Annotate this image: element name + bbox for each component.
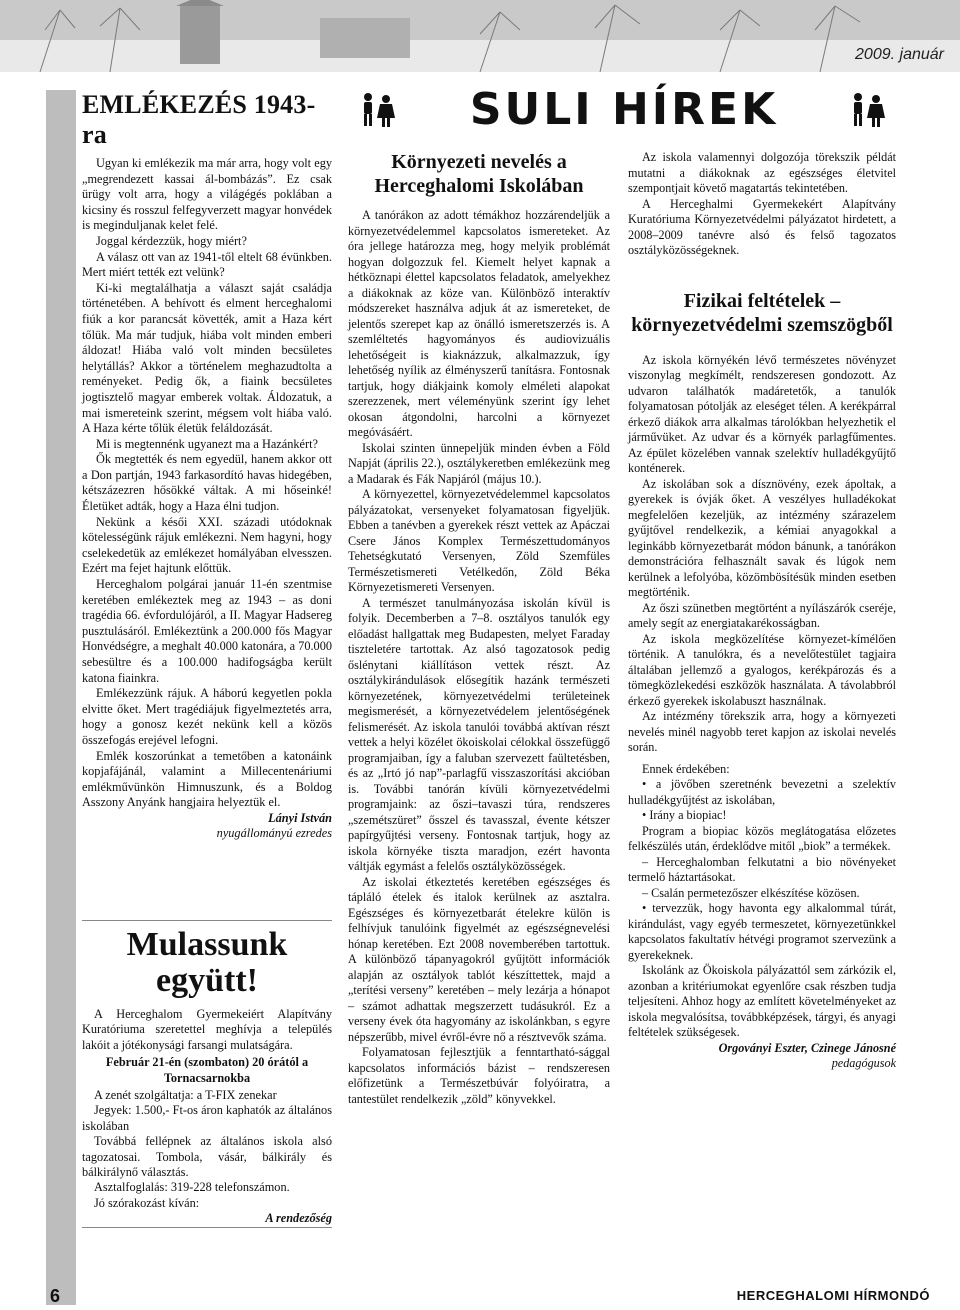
- winter-landscape-image: [0, 0, 960, 72]
- paragraph: Az iskolai étkeztetés keretében egészséges és tápláló ételek és italok kerülnek az asztalra. Egészséges és környezetbarát ételekre külön is felhívjuk tanulóink figyelmét az egészségnevelési hónap keretében. Ezt 2008 novemberében tartottuk. A különböző tápanyagokról gyűjtött információk alapján az osztályok tablót készíttettek, majd a „terítési verseny” keretében – mely lezárja a hónapot – számot adhattak megszerzett tudásukról. Ez a verseny évek óta hagyomány az iskolánkban, s egyre népszerűbb, mivel évről-évre nő a résztvevők száma.: [348, 874, 610, 1044]
- paragraph: A környezettel, környezetvédelemmel kapcsolatos pályázatokat, versenyeket folyamatosan figyeljük. Ebben a tanévben a gyerekek részt vettek az Apáczai Csere János Komplex Természettudományos Tehetségkutató Versenyen, Zöld Szemfüles Természetismereti Vetélkedőn, Zöld Béka Környezetismereti Versenyen.: [348, 487, 610, 594]
- paragraph: Az iskola megközelítése környezet-kímélően történik. A tanulókra, és a nevelőtestület tagjaira általában jellemző a gyalogos, kerékpározás és a tömegközlekedési eszközök használata. A távolabbról érkező gyerekek iskolabuszt használnak.: [628, 631, 896, 708]
- paragraph: Az iskola valamennyi dolgozója törekszik példát mutatni a diákoknak az egészséges életvitel szempontjait követő magatartás tekintetében.: [628, 150, 896, 195]
- event-invitation-box: [82, 920, 332, 1228]
- paragraph: Iskolánk az Ökoiskola pályázattól sem zárkózik el, azonban a kritériumokat egyenlőre csak részben tudja teljesíteni. Ahhoz hogy az említett követelményeket az iskola megvalósítsa, továbbképzések, tárgyi, és anyagi feltételek szükségesek.: [628, 963, 896, 1039]
- section-masthead: [348, 84, 900, 136]
- paragraph: A válasz ott van az 1941-től eltelt 68 évünkben. Mert miért tették ezt velünk?: [82, 249, 332, 280]
- paragraph: Mi is megtennénk ugyanezt ma a Hazánkért?: [96, 436, 318, 451]
- author-title: pedagógusok: [831, 1055, 896, 1070]
- paragraph: • Irány a biopiac!: [642, 808, 727, 822]
- article-title-fizikai-feltetelek: Fizikai feltételek – környezetvédelmi szemszögből: [631, 289, 893, 336]
- ticket-info: Jegyek: 1.500,- Ft-os áron kaphatók az általános iskolában: [82, 1103, 332, 1133]
- paragraph: – Csalán permetezőszer elkészítése közösen.: [642, 885, 860, 900]
- article-title-kornyezeti-neveles: Környezeti nevelés a Herceghalomi Iskolában: [374, 151, 584, 197]
- article-body: [348, 208, 610, 1107]
- paragraph: Nekünk a késői XXI. századi utódoknak kötelességünk rájuk emlékezni. Nem hagyni, hogy cselekedetük az emlékezet homályában elvesszen. Ezért ma fejet hajtunk előttük.: [82, 514, 332, 576]
- closing-text: Jó szórakozást kíván:: [94, 1195, 200, 1210]
- author-signature: [628, 1041, 896, 1071]
- paragraph: Ki-ki megtalálhatja a választ saját családja történetében. A behívott és elment herceghalomi fiúk a kor parancsát követték, amit a Haza kért tőlük. Ma már tudjuk, hiába volt minden emberi áldozat! Hiába való volt minden becsületes helytállás? Akkor a történelem meghazudtolta a reményeket. Pedig ők, a fiaink becsületes jogtisztelő magyar emberek voltak. Áldozatuk, a mai ismereteink szerint, mégsem volt hiába való. A Haza kérte tőlük életük feláldozását.: [82, 280, 332, 436]
- left-margin-bar: [46, 90, 76, 1305]
- paragraph: Az iskolában sok a dísznövény, ezek ápoltak, a gyerekek is óvják őket. A veszélyes hulladékokat megfelelően kezeljük, az intézmény szárazelem gyűjtővel rendelkezik, a kémiai anyagokkal a leginkább környezetbarát módon bánunk, a tanórákon demonstrációra felhasznált savak és lúgok nem kerülnek a lefolyóba, közömbösítésük minden esetben megtörténik.: [628, 476, 896, 599]
- article-body: [628, 353, 896, 1041]
- issue-date: 2009. január: [855, 46, 944, 63]
- paragraph: Ugyan ki emlékezik ma már arra, hogy volt egy „megrendezett kassai ál-bombázás”. Ez csak ürügy volt arra, hogy a világégés poklában a kicsiny és rosszul felfegyverzett magyar honvédek is meginduljanak kelet felé.: [82, 156, 332, 233]
- paragraph: A tanórákon az adott témákhoz hozzárendeljük a környezetvédelemmel kapcsolatos ismereteket. Az óra jellege határozza meg, hogy melyik problémát hogyan dolgozzuk fel. Kiemelt helyet kapnak a hétköznapi élettel kapcsolatos feladatok, amelyekhez a diákoknak az köze van. Különböző interaktív módszereket használva adjuk át az ismereteket, de jelentős szerepet kap az önálló ismeretszerzés is. A szemléltetés hagyományos és audiovizuális lehetőségeit is kiaknázzuk, alkalmazzuk, így lehetőség nyílik az élményszerű tanításra. Fontosnak tartjuk, hogy diákjaink komoly elméleti alapokat szerezzenek, mert véleményünk szerint így lehet okosan átgondolni, harcolni a környezet megóvásáért.: [348, 208, 610, 439]
- paragraph: Program a biopiac közös meglátogatása előzetes felkészülés után, érdeklődve mitől „biok” a termékek.: [628, 823, 896, 853]
- paragraph: Az őszi szünetben megtörtént a nyílászárók cseréje, amely segít az energiatakarékosságban.: [628, 600, 896, 630]
- publication-name: HERCEGHALOMI HÍRMONDÓ: [736, 1288, 930, 1303]
- paragraph: Iskolai szinten ünnepeljük minden évben a Föld Napját (április 22.), osztálykeretben emlékezünk meg a Madarak és Fák Napjáról (május 10.).: [348, 440, 610, 486]
- extras-info: Továbbá fellépnek az általános iskola alsó tagozatosai. Tombola, vásár, bálkirály és bálkirálynő választás.: [82, 1134, 332, 1180]
- booking-info: Asztalfoglalás: 319-228 telefonszámon.: [94, 1180, 290, 1195]
- organizer-signature: A rendezőség: [265, 1211, 332, 1226]
- suli-hirek-title: SULI HÍREK: [469, 84, 779, 135]
- paragraph: – Herceghalomban felkutatni a bio növényeket termelő háztartásokat.: [628, 854, 896, 884]
- right-column-article: [628, 150, 896, 1071]
- invitation-title: Mulassunk együtt!: [126, 926, 288, 999]
- author-name: Orgoványi Eszter, Czinege Jánosné: [718, 1040, 896, 1055]
- paragraph: A természet tanulmányozása iskolán kívül is folyik. Decemberben a 7–8. osztályos tanulók egy előadást hallgattak meg Budapesten, melyet Faraday tiszteletére tartottak. Az alsó tagozatosok pedig őslénytani kiállításon vettek részt. Az osztálykirándulások elősegítik hazánk természeti környezetének, környezetvédelmi területeinek megismerését, a környezetvédelem jelentőségének felismerését. Az iskola tanulói továbbá aktívan részt vettek a helyi közélet ökoiskolai célokkal összefüggő programjaiban, így a faluban szervezett faültetésben, és az „Irtó jó nap”-parlagfű visszaszorítási akcióban is. További tanórán kívüli környezetvédelmi programjaink: az őszi–tavaszi túra, rendszeres „szemétszüret” ősszel és tavasszal, évente kétszer papírgyűjtési verseny. Fontosnak tartjuk, hogy az iskola környéke tiszta maradjon, ezért havonta váltják egymást a felelős osztályközösségek.: [348, 595, 610, 873]
- paragraph: Ennek érdekében:: [642, 761, 730, 776]
- header-banner-photo: [0, 0, 960, 72]
- paragraph: Emlék koszorúnkat a temetőben a katonáink kopjafájánál, valamint a Millecentenáriumi emlékművünkön Himnuszunk, és a Boldog Asszony Anyánk hangjaira helyeztük el.: [82, 748, 332, 810]
- paragraph: Az iskola környékén lévő természetes növényzet viszonylag megkímélt, rendszeresen gondozott. Az udvaron találhatók madáretetők, a tanulók folyamatosan pótolják az eleséget télen. A kerékpárral érkező diákok arra alkalmas tárolókban helyezhetik el járművüket. Az udvar és a környék parlagfűmentes. Az épület közelében vannak szelektív hulladékgyűjtő konténerek.: [628, 352, 896, 475]
- article-body: [628, 150, 896, 259]
- middle-column-article: [348, 150, 610, 1107]
- paragraph: Az intézmény törekszik arra, hogy a környezeti nevelés minél nagyobb teret kapjon az iskolai nevelés során.: [628, 709, 896, 754]
- invitation-intro: A Herceghalom Gyermekeiért Alapítvány Kuratóriuma szeretettel meghívja a település lakóit a jótékonysági farsangi mulatságára.: [82, 1007, 332, 1052]
- page-number: 6: [50, 1286, 61, 1306]
- children-figures-icon: [848, 92, 888, 128]
- author-signature: [82, 811, 332, 841]
- author-title: nyugállományú ezredes: [216, 825, 332, 840]
- band-info: A zenét szolgáltatja: a T-FIX zenekar: [94, 1088, 277, 1103]
- author-name: Lányi István: [268, 810, 332, 825]
- article-body: [82, 156, 332, 811]
- paragraph: • a jövőben szeretnénk bevezetni a szelektív hulladékgyűjtést az iskolában,: [628, 777, 896, 807]
- article-title-emlekezes: EMLÉKEZÉS 1943-ra: [82, 90, 316, 149]
- paragraph: A Herceghalmi Gyermekekért Alapítvány Kuratóriuma Környezetvédelmi pályázatot hirdetett, a 2008–2009 tanévre alsó és felső tagozatos osztályközösségeknek.: [628, 196, 896, 257]
- paragraph: Folyamatosan fejlesztjük a fenntartható-sággal kapcsolatos információs bázist – rendszeresen előfizetünk a Természetbúvár folyóiratra, a tantestület rendelkezik „zöld” könyvekkel.: [348, 1045, 610, 1106]
- event-datetime: Február 21-én (szombaton) 20 órától a Tornacsarnokba: [105, 1055, 309, 1085]
- children-figures-icon: [358, 92, 398, 128]
- paragraph: • tervezzük, hogy havonta egy alkalommal túrát, kirándulást, vagy egyéb termeszetet, környezetünkkel kapcsolatos fakultatív hétvégi programot szervezünk a gyerekeknek.: [628, 901, 896, 962]
- paragraph: Ők megtették és nem egyedül, hanem akkor ott a Don partján, 1943 farkasordító havas hidegében, kétszázezren hősökké váltak. A mi hőseinké! Életüket adták, hogy a Haza élni tudjon.: [82, 452, 332, 514]
- paragraph: Joggal kérdezzük, hogy miért?: [96, 233, 247, 248]
- paragraph: Herceghalom polgárai január 11-én szentmise keretében emlékeztek meg az 1943 – as doni tragédia 66. évfordulójáról, a II. Magyar Hadsereg pusztulásáról. Emlékeztünk a 200.000 fős Magyar Honvédségre, a meghalt 40.000 katonára, a 70.000 sebesültre és a 100.000 hadifogságba került katona fiainkra.: [82, 577, 332, 685]
- paragraph: Emlékezzünk rájuk. A háború kegyetlen pokla elvitte őket. Mert tragédiájuk figyelmeztetés arra, hogy a gonosz kezét nekünk kell a közös összefogás erejével lefogni.: [82, 686, 332, 747]
- left-column-article: [82, 90, 332, 841]
